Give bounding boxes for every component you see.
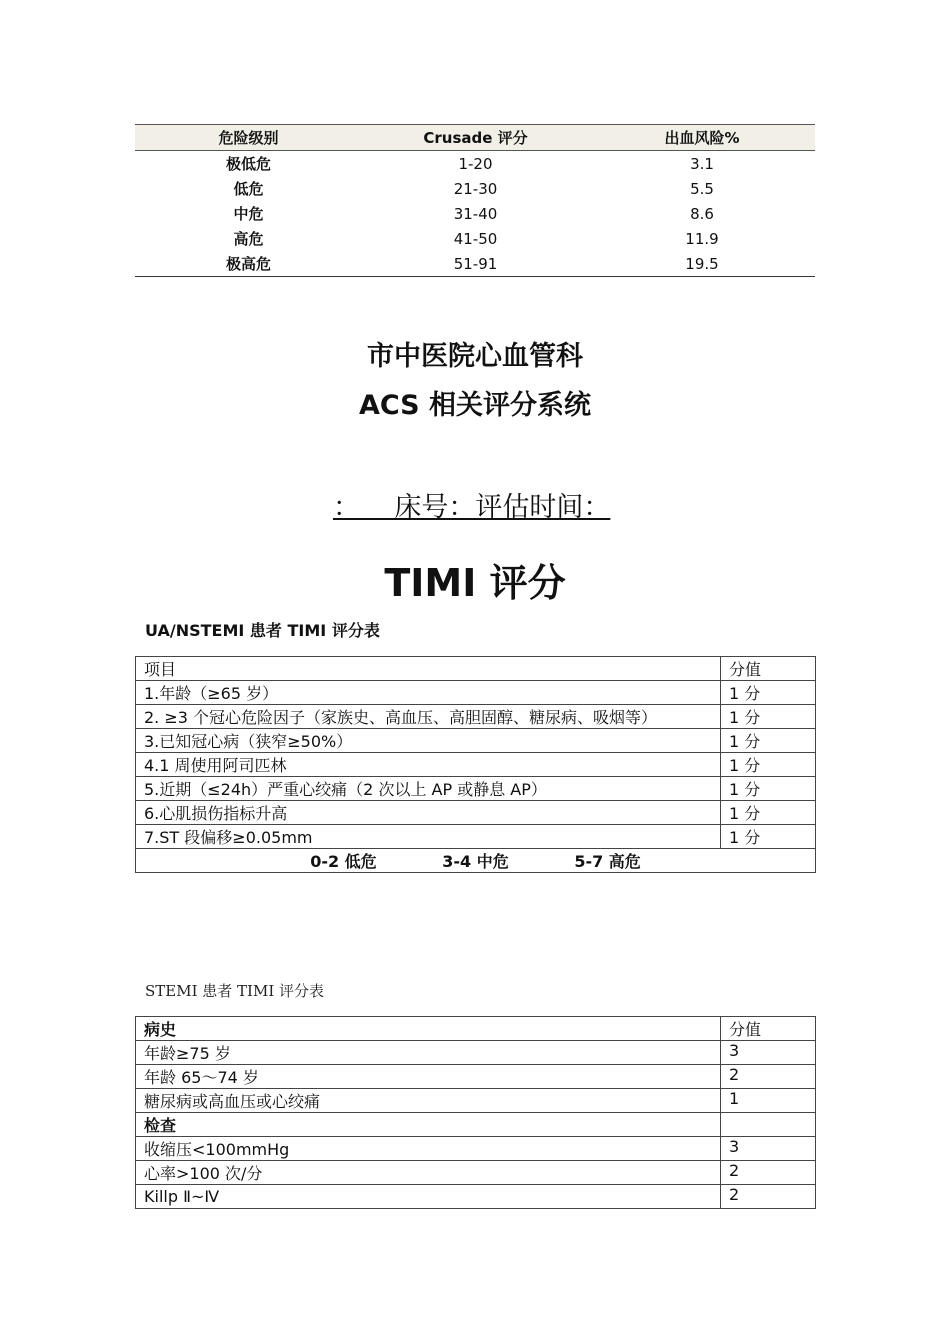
points: 1 分 [721, 753, 816, 777]
risk-legend-row [136, 849, 816, 873]
crusade-score: 51-91 [362, 251, 589, 277]
ua-nstemi-timi-table [135, 656, 816, 873]
table-row [136, 825, 816, 849]
header-points: 分值 [721, 657, 816, 681]
points: 1 分 [721, 681, 816, 705]
table-row [136, 801, 816, 825]
header-item: 项目 [136, 657, 721, 681]
patient-info-line: ： 床号：评估时间： [333, 492, 611, 523]
criterion: 5.近期（≤24h）严重心绞痛（2 次以上 AP 或静息 AP） [136, 777, 721, 801]
crusade-score: 31-40 [453, 204, 498, 223]
crusade-level: 中危 [233, 205, 264, 223]
points: 1 [721, 1089, 816, 1113]
points: 1 分 [721, 801, 816, 825]
header-history: 病史 [136, 1017, 721, 1041]
points: 1 分 [721, 705, 816, 729]
criterion: 1.年龄（≥65 岁） [136, 681, 721, 705]
table-row [135, 226, 815, 251]
points: 2 [721, 1065, 816, 1089]
table-row [135, 201, 815, 226]
crusade-header-row [135, 125, 815, 151]
points: 3 [721, 1041, 816, 1065]
criterion: 年龄 65～74 岁 [136, 1065, 721, 1089]
table-row [136, 705, 816, 729]
criterion: Killp Ⅱ~Ⅳ [136, 1185, 721, 1209]
crusade-score: 1-20 [458, 154, 493, 173]
points: 1 分 [721, 729, 816, 753]
points: 2 [721, 1185, 816, 1209]
system-title: ACS 相关评分系统 [358, 390, 592, 421]
table-row [136, 1089, 816, 1113]
table-row [136, 753, 816, 777]
crusade-score: 21-30 [453, 179, 498, 198]
table-row [136, 777, 816, 801]
table-row [136, 1065, 816, 1089]
crusade-header-score: Crusade 评分 [362, 125, 589, 151]
crusade-level: 极高危 [135, 251, 362, 277]
points: 2 [721, 1161, 816, 1185]
section-row [136, 1113, 816, 1137]
crusade-score: 41-50 [453, 229, 498, 248]
legend-mid: 3-4 中危 [442, 852, 509, 871]
section-exam: 检查 [136, 1113, 721, 1137]
table-row [136, 681, 816, 705]
crusade-table [135, 124, 815, 277]
table-row [135, 176, 815, 201]
crusade-header-risk-level: 危险级别 [135, 125, 362, 151]
criterion: 糖尿病或高血压或心绞痛 [136, 1089, 721, 1113]
crusade-level: 低危 [233, 180, 264, 198]
hospital-title: 市中医院心血管科 [367, 341, 583, 372]
table-row [136, 1041, 816, 1065]
criterion: 2. ≥3 个冠心危险因子（家族史、高血压、高胆固醇、糖尿病、吸烟等） [136, 705, 721, 729]
stemi-timi-table [135, 1016, 816, 1209]
points: 1 分 [721, 825, 816, 849]
criterion: 收缩压<100mmHg [136, 1137, 721, 1161]
criterion: 4.1 周使用阿司匹林 [136, 753, 721, 777]
crusade-risk: 3.1 [690, 154, 714, 173]
points: 3 [721, 1137, 816, 1161]
criterion: 心率>100 次/分 [136, 1161, 721, 1185]
criterion: 7.ST 段偏移≥0.05mm [136, 825, 721, 849]
table-row [136, 729, 816, 753]
criterion: 6.心肌损伤指标升高 [136, 801, 721, 825]
table-header-row [136, 657, 816, 681]
table-row [136, 1137, 816, 1161]
legend-low: 0-2 低危 [310, 852, 377, 871]
crusade-risk: 5.5 [690, 179, 714, 198]
risk-legend [136, 849, 816, 873]
crusade-risk: 19.5 [589, 251, 815, 277]
legend-high: 5-7 高危 [574, 852, 641, 871]
crusade-risk: 8.6 [690, 204, 714, 223]
stemi-subtitle: STEMI 患者 TIMI 评分表 [145, 982, 325, 1000]
table-row [135, 151, 815, 177]
table-header-row [136, 1017, 816, 1041]
table-row [135, 251, 815, 277]
table-row [136, 1185, 816, 1209]
table-row [136, 1161, 816, 1185]
ua-nstemi-subtitle: UA/NSTEMI 患者 TIMI 评分表 [145, 621, 380, 640]
points: 1 分 [721, 777, 816, 801]
criterion: 年龄≥75 岁 [136, 1041, 721, 1065]
timi-title: TIMI 评分 [384, 561, 566, 605]
crusade-risk: 11.9 [685, 229, 719, 248]
header-points: 分值 [721, 1017, 816, 1041]
crusade-level: 高危 [233, 230, 264, 248]
empty-cell [721, 1113, 816, 1137]
crusade-header-bleeding-risk: 出血风险% [589, 125, 815, 151]
criterion: 3.已知冠心病（狭窄≥50%） [136, 729, 721, 753]
crusade-level: 极低危 [225, 155, 271, 173]
